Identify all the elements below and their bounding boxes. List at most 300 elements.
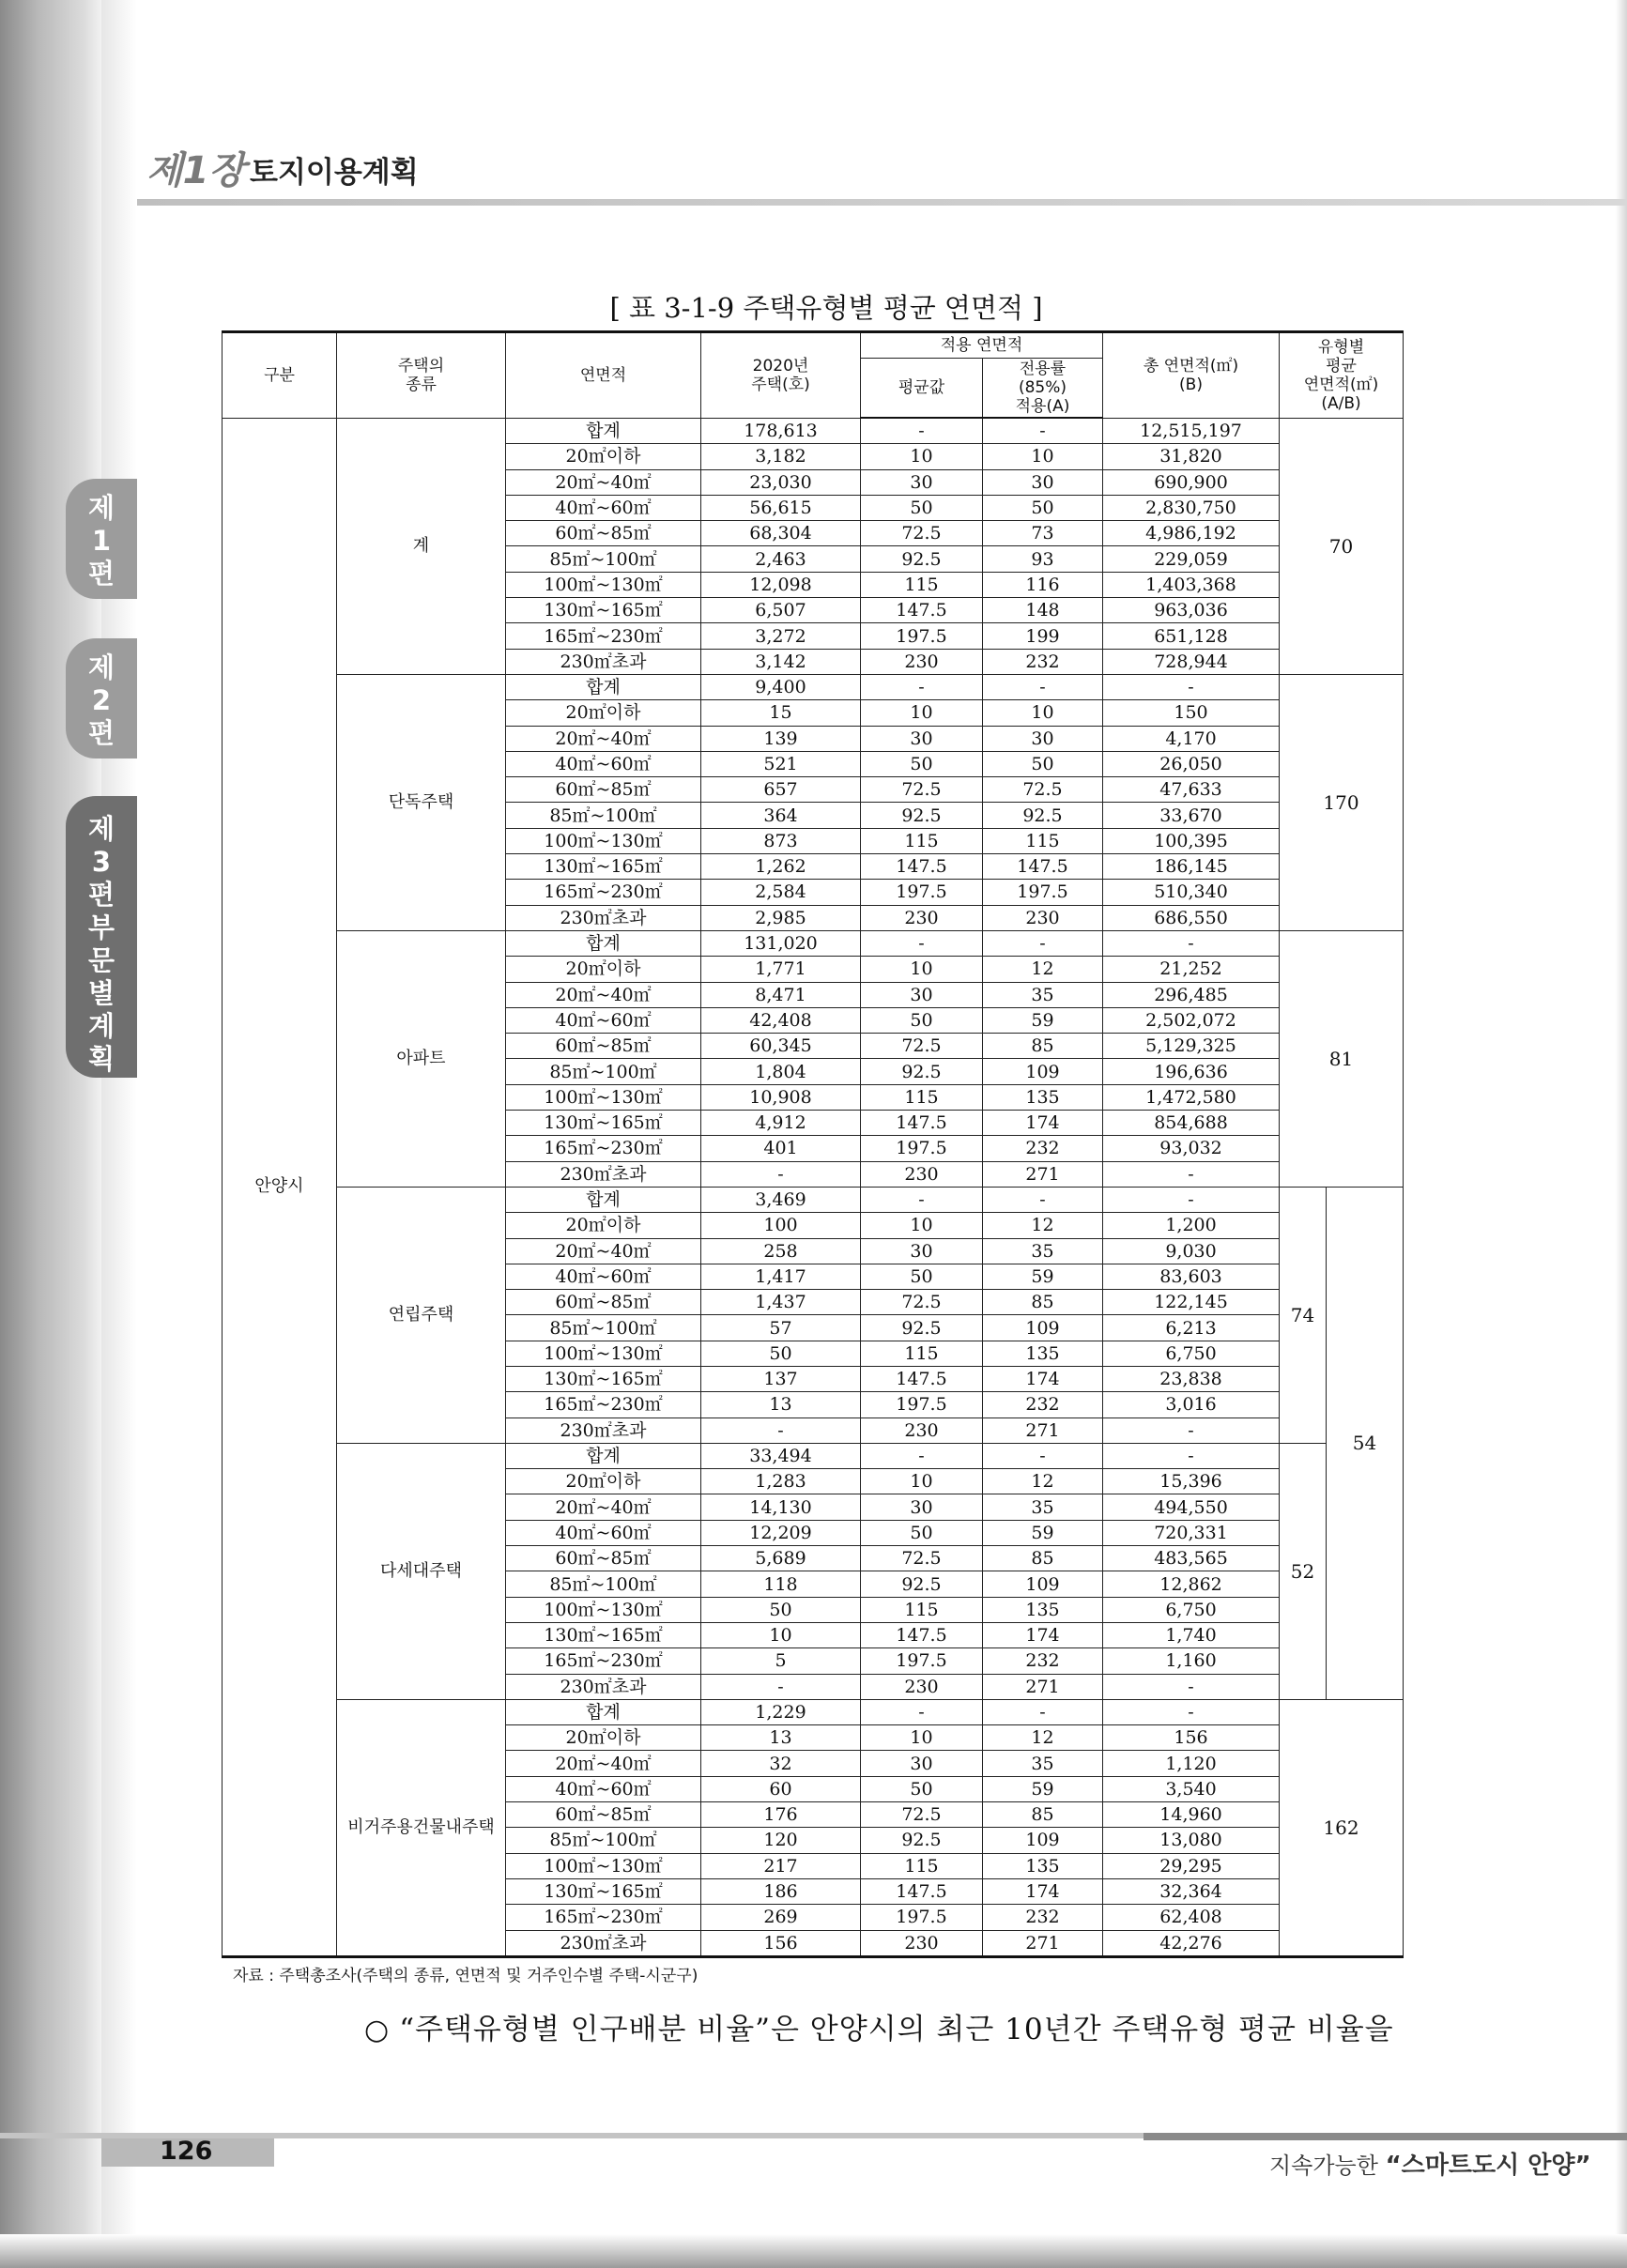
average-cell: 92.5	[861, 803, 983, 828]
exclusive-cell: 174	[983, 1111, 1103, 1136]
side-tab-char: 편	[87, 558, 115, 590]
total-area-cell: 690,900	[1103, 469, 1280, 495]
area-range-cell: 40㎡~60㎡	[506, 495, 701, 520]
total-area-cell: 9,030	[1103, 1238, 1280, 1264]
houses-cell: -	[701, 1418, 861, 1443]
area-range-cell: 20㎡~40㎡	[506, 469, 701, 495]
exclusive-cell: 232	[983, 1392, 1103, 1418]
side-tab-char: 편	[87, 879, 115, 911]
exclusive-cell: 135	[983, 1084, 1103, 1110]
average-cell: 230	[861, 649, 983, 674]
average-cell: 230	[861, 1418, 983, 1443]
houses-cell: -	[701, 1161, 861, 1187]
header-type-average: 유형별 평균 연면적(㎡) (A/B)	[1280, 332, 1404, 419]
exclusive-cell: 10	[983, 700, 1103, 726]
housing-type-cell: 다세대주택	[337, 1443, 506, 1699]
header-total-area: 총 연면적(㎡) (B)	[1103, 332, 1280, 419]
table-row	[223, 1187, 1404, 1212]
average-cell: 72.5	[861, 1034, 983, 1059]
table-row	[223, 1443, 1404, 1468]
average-cell: 147.5	[861, 1366, 983, 1391]
average-cell: 197.5	[861, 1392, 983, 1418]
total-area-cell: 14,960	[1103, 1802, 1280, 1828]
area-range-cell: 20㎡~40㎡	[506, 1238, 701, 1264]
exclusive-cell: 109	[983, 1571, 1103, 1597]
average-cell: 10	[861, 957, 983, 982]
page-edge-bottom	[0, 2234, 1627, 2268]
average-cell: 30	[861, 1751, 983, 1776]
houses-cell: 15	[701, 700, 861, 726]
average-cell: -	[861, 1699, 983, 1724]
area-range-cell: 20㎡~40㎡	[506, 982, 701, 1007]
area-range-cell: 100㎡~130㎡	[506, 572, 701, 597]
average-cell: 115	[861, 572, 983, 597]
total-area-cell: 1,472,580	[1103, 1084, 1280, 1110]
area-range-cell: 130㎡~165㎡	[506, 1622, 701, 1647]
side-tab-char: 제	[87, 813, 115, 845]
houses-cell: 521	[701, 751, 861, 776]
total-area-cell: 728,944	[1103, 649, 1280, 674]
houses-cell: 258	[701, 1238, 861, 1264]
total-area-cell: 29,295	[1103, 1853, 1280, 1878]
exclusive-cell: 109	[983, 1059, 1103, 1084]
houses-cell: 13	[701, 1392, 861, 1418]
houses-cell: 1,804	[701, 1059, 861, 1084]
area-range-cell: 합계	[506, 418, 701, 444]
total-area-cell: 150	[1103, 700, 1280, 726]
exclusive-cell: 199	[983, 623, 1103, 649]
total-area-cell: 12,862	[1103, 1571, 1280, 1597]
exclusive-cell: 135	[983, 1341, 1103, 1366]
area-range-cell: 130㎡~165㎡	[506, 1366, 701, 1391]
houses-cell: 2,584	[701, 880, 861, 905]
exclusive-cell: -	[983, 1699, 1103, 1724]
chapter-title: 토지이용계획	[250, 156, 419, 190]
total-area-cell: 5,129,325	[1103, 1034, 1280, 1059]
area-range-cell: 20㎡이하	[506, 1213, 701, 1238]
exclusive-cell: 116	[983, 572, 1103, 597]
page-edge-right	[1616, 0, 1627, 2268]
houses-cell: 14,130	[701, 1494, 861, 1520]
type-average-cell: 74	[1280, 1187, 1327, 1443]
table-row	[223, 1699, 1404, 1724]
side-tab-char: 1	[91, 525, 112, 557]
exclusive-cell: 135	[983, 1853, 1103, 1878]
area-range-cell: 130㎡~165㎡	[506, 1878, 701, 1904]
area-range-cell: 합계	[506, 930, 701, 956]
exclusive-cell: 12	[983, 1725, 1103, 1751]
table-row	[223, 418, 1404, 444]
area-range-cell: 165㎡~230㎡	[506, 623, 701, 649]
total-area-cell: 21,252	[1103, 957, 1280, 982]
area-range-cell: 100㎡~130㎡	[506, 828, 701, 853]
total-area-cell: 4,986,192	[1103, 521, 1280, 546]
houses-cell: 50	[701, 1341, 861, 1366]
houses-cell: -	[701, 1674, 861, 1699]
houses-cell: 5	[701, 1648, 861, 1674]
houses-cell: 13	[701, 1725, 861, 1751]
area-range-cell: 85㎡~100㎡	[506, 546, 701, 572]
housing-area-table	[222, 330, 1404, 1958]
total-area-cell: 686,550	[1103, 905, 1280, 930]
exclusive-cell: 230	[983, 905, 1103, 930]
exclusive-cell: 73	[983, 521, 1103, 546]
houses-cell: 32	[701, 1751, 861, 1776]
area-range-cell: 60㎡~85㎡	[506, 1290, 701, 1315]
side-tab-char: 문	[87, 944, 115, 976]
houses-cell: 3,182	[701, 444, 861, 469]
total-area-cell: 510,340	[1103, 880, 1280, 905]
houses-cell: 9,400	[701, 674, 861, 699]
header-average: 평균값	[861, 359, 983, 419]
side-tab-char: 획	[87, 1043, 115, 1075]
average-cell: 72.5	[861, 777, 983, 803]
exclusive-cell: 232	[983, 1905, 1103, 1930]
exclusive-cell: 30	[983, 726, 1103, 751]
houses-cell: 269	[701, 1905, 861, 1930]
total-area-cell: -	[1103, 1187, 1280, 1212]
exclusive-cell: 72.5	[983, 777, 1103, 803]
exclusive-cell: 197.5	[983, 880, 1103, 905]
houses-cell: 10,908	[701, 1084, 861, 1110]
area-range-cell: 165㎡~230㎡	[506, 880, 701, 905]
houses-cell: 1,262	[701, 854, 861, 880]
area-range-cell: 40㎡~60㎡	[506, 1520, 701, 1545]
average-cell: 30	[861, 1494, 983, 1520]
total-area-cell: 13,080	[1103, 1828, 1280, 1853]
exclusive-cell: 35	[983, 982, 1103, 1007]
exclusive-cell: 232	[983, 1648, 1103, 1674]
table-body	[223, 418, 1404, 1956]
average-cell: 197.5	[861, 623, 983, 649]
total-area-cell: 229,059	[1103, 546, 1280, 572]
side-tab-part-2[interactable]	[66, 638, 137, 759]
header-type: 주택의 종류	[337, 332, 506, 419]
exclusive-cell: 50	[983, 495, 1103, 520]
total-area-cell: 100,395	[1103, 828, 1280, 853]
area-range-cell: 230㎡초과	[506, 649, 701, 674]
type-average-cell: 170	[1280, 674, 1404, 930]
exclusive-cell: 147.5	[983, 854, 1103, 880]
exclusive-cell: 12	[983, 1469, 1103, 1494]
type-average-cell: 162	[1280, 1699, 1404, 1956]
average-cell: 10	[861, 1725, 983, 1751]
exclusive-cell: 12	[983, 957, 1103, 982]
page-number: 126	[160, 2137, 213, 2166]
exclusive-cell: 115	[983, 828, 1103, 853]
average-cell: 197.5	[861, 1905, 983, 1930]
side-tab-part-1[interactable]	[66, 479, 137, 599]
area-range-cell: 20㎡~40㎡	[506, 1494, 701, 1520]
average-cell: 115	[861, 1341, 983, 1366]
total-area-cell: 3,540	[1103, 1776, 1280, 1801]
housing-type-cell: 비거주용건물내주택	[337, 1699, 506, 1956]
area-range-cell: 230㎡초과	[506, 1674, 701, 1699]
houses-cell: 3,142	[701, 649, 861, 674]
total-area-cell: 23,838	[1103, 1366, 1280, 1391]
exclusive-cell: 271	[983, 1674, 1103, 1699]
total-area-cell: 32,364	[1103, 1878, 1280, 1904]
exclusive-cell: 232	[983, 649, 1103, 674]
slogan-prefix: 지속가능한	[1269, 2153, 1386, 2179]
average-cell: 72.5	[861, 1290, 983, 1315]
total-area-cell: 6,750	[1103, 1341, 1280, 1366]
average-cell: 147.5	[861, 1878, 983, 1904]
area-range-cell: 60㎡~85㎡	[506, 777, 701, 803]
exclusive-cell: 59	[983, 1520, 1103, 1545]
footer-slogan	[1269, 2146, 1591, 2181]
side-tab-char: 별	[87, 977, 115, 1009]
exclusive-cell: 271	[983, 1418, 1103, 1443]
average-cell: 92.5	[861, 1571, 983, 1597]
area-range-cell: 40㎡~60㎡	[506, 1007, 701, 1033]
area-range-cell: 합계	[506, 1443, 701, 1468]
total-area-cell: 31,820	[1103, 444, 1280, 469]
table-row	[223, 930, 1404, 956]
houses-cell: 178,613	[701, 418, 861, 444]
average-cell: -	[861, 1187, 983, 1212]
houses-cell: 1,229	[701, 1699, 861, 1724]
average-cell: -	[861, 1443, 983, 1468]
total-area-cell: -	[1103, 930, 1280, 956]
exclusive-cell: 35	[983, 1494, 1103, 1520]
houses-cell: 57	[701, 1315, 861, 1341]
type-average-cell: 70	[1280, 418, 1404, 674]
total-area-cell: 1,120	[1103, 1751, 1280, 1776]
exclusive-cell: 12	[983, 1213, 1103, 1238]
average-cell: 230	[861, 905, 983, 930]
area-range-cell: 20㎡이하	[506, 957, 701, 982]
average-cell: 30	[861, 982, 983, 1007]
total-area-cell: 26,050	[1103, 751, 1280, 776]
area-range-cell: 85㎡~100㎡	[506, 1315, 701, 1341]
average-cell: 230	[861, 1930, 983, 1956]
side-tab-char: 계	[87, 1010, 115, 1042]
average-cell: 50	[861, 1007, 983, 1033]
header-area: 연면적	[506, 332, 701, 419]
body-text: “주택유형별 인구배분 비율”은 안양시의 최근 10년간 주택유형 평균 비율을	[399, 2013, 1394, 2046]
area-range-cell: 20㎡이하	[506, 444, 701, 469]
type-average-cell: 52	[1280, 1443, 1327, 1699]
page-edge-left	[0, 0, 101, 2268]
houses-cell: 401	[701, 1136, 861, 1161]
houses-cell: 5,689	[701, 1546, 861, 1571]
total-area-cell: 2,502,072	[1103, 1007, 1280, 1033]
exclusive-cell: 59	[983, 1007, 1103, 1033]
exclusive-cell: 35	[983, 1238, 1103, 1264]
houses-cell: 186	[701, 1878, 861, 1904]
exclusive-cell: 85	[983, 1034, 1103, 1059]
area-range-cell: 85㎡~100㎡	[506, 803, 701, 828]
exclusive-cell: 35	[983, 1751, 1103, 1776]
average-cell: 72.5	[861, 1546, 983, 1571]
exclusive-cell: 232	[983, 1136, 1103, 1161]
area-range-cell: 230㎡초과	[506, 1930, 701, 1956]
exclusive-cell: 271	[983, 1161, 1103, 1187]
average-cell: 72.5	[861, 521, 983, 546]
average-cell: 50	[861, 751, 983, 776]
housing-type-cell: 단독주택	[337, 674, 506, 930]
exclusive-cell: 85	[983, 1290, 1103, 1315]
houses-cell: 873	[701, 828, 861, 853]
side-tab-char: 부	[87, 912, 115, 943]
total-area-cell: 33,670	[1103, 803, 1280, 828]
houses-cell: 3,469	[701, 1187, 861, 1212]
average-cell: -	[861, 418, 983, 444]
houses-cell: 12,209	[701, 1520, 861, 1545]
average-cell: 10	[861, 700, 983, 726]
area-range-cell: 230㎡초과	[506, 1161, 701, 1187]
area-range-cell: 20㎡이하	[506, 700, 701, 726]
area-range-cell: 100㎡~130㎡	[506, 1084, 701, 1110]
area-range-cell: 100㎡~130㎡	[506, 1597, 701, 1622]
total-area-cell: 6,750	[1103, 1597, 1280, 1622]
houses-cell: 50	[701, 1597, 861, 1622]
area-range-cell: 60㎡~85㎡	[506, 1034, 701, 1059]
side-tab-char: 제	[87, 651, 115, 683]
area-range-cell: 20㎡이하	[506, 1469, 701, 1494]
side-tab-part-3[interactable]	[66, 796, 137, 1078]
table-row	[223, 674, 1404, 699]
slogan-main: “스마트도시 안양”	[1385, 2152, 1591, 2180]
total-area-cell: -	[1103, 1418, 1280, 1443]
area-range-cell: 20㎡이하	[506, 1725, 701, 1751]
area-range-cell: 100㎡~130㎡	[506, 1341, 701, 1366]
total-area-cell: 122,145	[1103, 1290, 1280, 1315]
average-cell: 147.5	[861, 1622, 983, 1647]
houses-cell: 6,507	[701, 598, 861, 623]
body-paragraph	[364, 2005, 1406, 2047]
total-area-cell: 93,032	[1103, 1136, 1280, 1161]
total-area-cell: 1,403,368	[1103, 572, 1280, 597]
houses-cell: 1,771	[701, 957, 861, 982]
total-area-cell: 186,145	[1103, 854, 1280, 880]
area-range-cell: 40㎡~60㎡	[506, 1776, 701, 1801]
total-area-cell: -	[1103, 1443, 1280, 1468]
houses-cell: 1,417	[701, 1264, 861, 1289]
type-average-cell: 81	[1280, 930, 1404, 1187]
average-cell: 197.5	[861, 1136, 983, 1161]
area-range-cell: 합계	[506, 1699, 701, 1724]
side-tab-char: 3	[91, 846, 112, 878]
area-range-cell: 60㎡~85㎡	[506, 1546, 701, 1571]
average-cell: 115	[861, 828, 983, 853]
exclusive-cell: 59	[983, 1776, 1103, 1801]
houses-cell: 8,471	[701, 982, 861, 1007]
header-houses: 2020년 주택(호)	[701, 332, 861, 419]
combined-average-cell: 54	[1327, 1187, 1404, 1699]
header-applied-area: 적용 연면적	[861, 332, 1103, 359]
average-cell: 92.5	[861, 1059, 983, 1084]
chapter-number: 제1장	[146, 149, 246, 192]
total-area-cell: 1,740	[1103, 1622, 1280, 1647]
area-range-cell: 130㎡~165㎡	[506, 854, 701, 880]
average-cell: -	[861, 930, 983, 956]
average-cell: 10	[861, 444, 983, 469]
header-rule	[137, 199, 1627, 206]
total-area-cell: 156	[1103, 1725, 1280, 1751]
houses-cell: 217	[701, 1853, 861, 1878]
area-range-cell: 40㎡~60㎡	[506, 1264, 701, 1289]
header-exclusive: 전용률 (85%) 적용(A)	[983, 359, 1103, 419]
houses-cell: 118	[701, 1571, 861, 1597]
average-cell: 50	[861, 1264, 983, 1289]
houses-cell: 100	[701, 1213, 861, 1238]
houses-cell: 56,615	[701, 495, 861, 520]
houses-cell: 156	[701, 1930, 861, 1956]
area-range-cell: 20㎡~40㎡	[506, 1751, 701, 1776]
houses-cell: 176	[701, 1802, 861, 1828]
side-tab-char: 제	[87, 492, 115, 524]
exclusive-cell: -	[983, 418, 1103, 444]
average-cell: 10	[861, 1469, 983, 1494]
houses-cell: 2,985	[701, 905, 861, 930]
exclusive-cell: 85	[983, 1546, 1103, 1571]
area-range-cell: 40㎡~60㎡	[506, 751, 701, 776]
average-cell: 147.5	[861, 854, 983, 880]
average-cell: 197.5	[861, 880, 983, 905]
area-range-cell: 합계	[506, 1187, 701, 1212]
exclusive-cell: 174	[983, 1878, 1103, 1904]
average-cell: 147.5	[861, 1111, 983, 1136]
total-area-cell: -	[1103, 1161, 1280, 1187]
total-area-cell: 2,830,750	[1103, 495, 1280, 520]
average-cell: 92.5	[861, 1828, 983, 1853]
region-cell: 안양시	[223, 418, 337, 1956]
area-range-cell: 230㎡초과	[506, 905, 701, 930]
houses-cell: 2,463	[701, 546, 861, 572]
exclusive-cell: 135	[983, 1597, 1103, 1622]
average-cell: 72.5	[861, 1802, 983, 1828]
average-cell: 92.5	[861, 1315, 983, 1341]
header-region: 구분	[223, 332, 337, 419]
average-cell: 30	[861, 1238, 983, 1264]
total-area-cell: 3,016	[1103, 1392, 1280, 1418]
total-area-cell: -	[1103, 1674, 1280, 1699]
exclusive-cell: 148	[983, 598, 1103, 623]
area-range-cell: 20㎡~40㎡	[506, 726, 701, 751]
total-area-cell: 483,565	[1103, 1546, 1280, 1571]
average-cell: 147.5	[861, 598, 983, 623]
houses-cell: 139	[701, 726, 861, 751]
total-area-cell: -	[1103, 674, 1280, 699]
average-cell: 10	[861, 1213, 983, 1238]
exclusive-cell: -	[983, 1187, 1103, 1212]
footer-rule-accent	[1144, 2133, 1627, 2140]
average-cell: 50	[861, 1776, 983, 1801]
average-cell: 115	[861, 1597, 983, 1622]
area-range-cell: 165㎡~230㎡	[506, 1648, 701, 1674]
average-cell: -	[861, 674, 983, 699]
exclusive-cell: 93	[983, 546, 1103, 572]
total-area-cell: 720,331	[1103, 1520, 1280, 1545]
total-area-cell: 47,633	[1103, 777, 1280, 803]
area-range-cell: 230㎡초과	[506, 1418, 701, 1443]
total-area-cell: 83,603	[1103, 1264, 1280, 1289]
average-cell: 115	[861, 1853, 983, 1878]
total-area-cell: 42,276	[1103, 1930, 1280, 1956]
average-cell: 115	[861, 1084, 983, 1110]
exclusive-cell: -	[983, 674, 1103, 699]
average-cell: 230	[861, 1674, 983, 1699]
houses-cell: 10	[701, 1622, 861, 1647]
exclusive-cell: -	[983, 930, 1103, 956]
source-note: 자료 : 주택총조사(주택의 종류, 연면적 및 거주인수별 주택-시군구)	[233, 1967, 698, 1985]
houses-cell: 364	[701, 803, 861, 828]
side-tab-char: 편	[87, 717, 115, 749]
houses-cell: 1,437	[701, 1290, 861, 1315]
average-cell: 230	[861, 1161, 983, 1187]
